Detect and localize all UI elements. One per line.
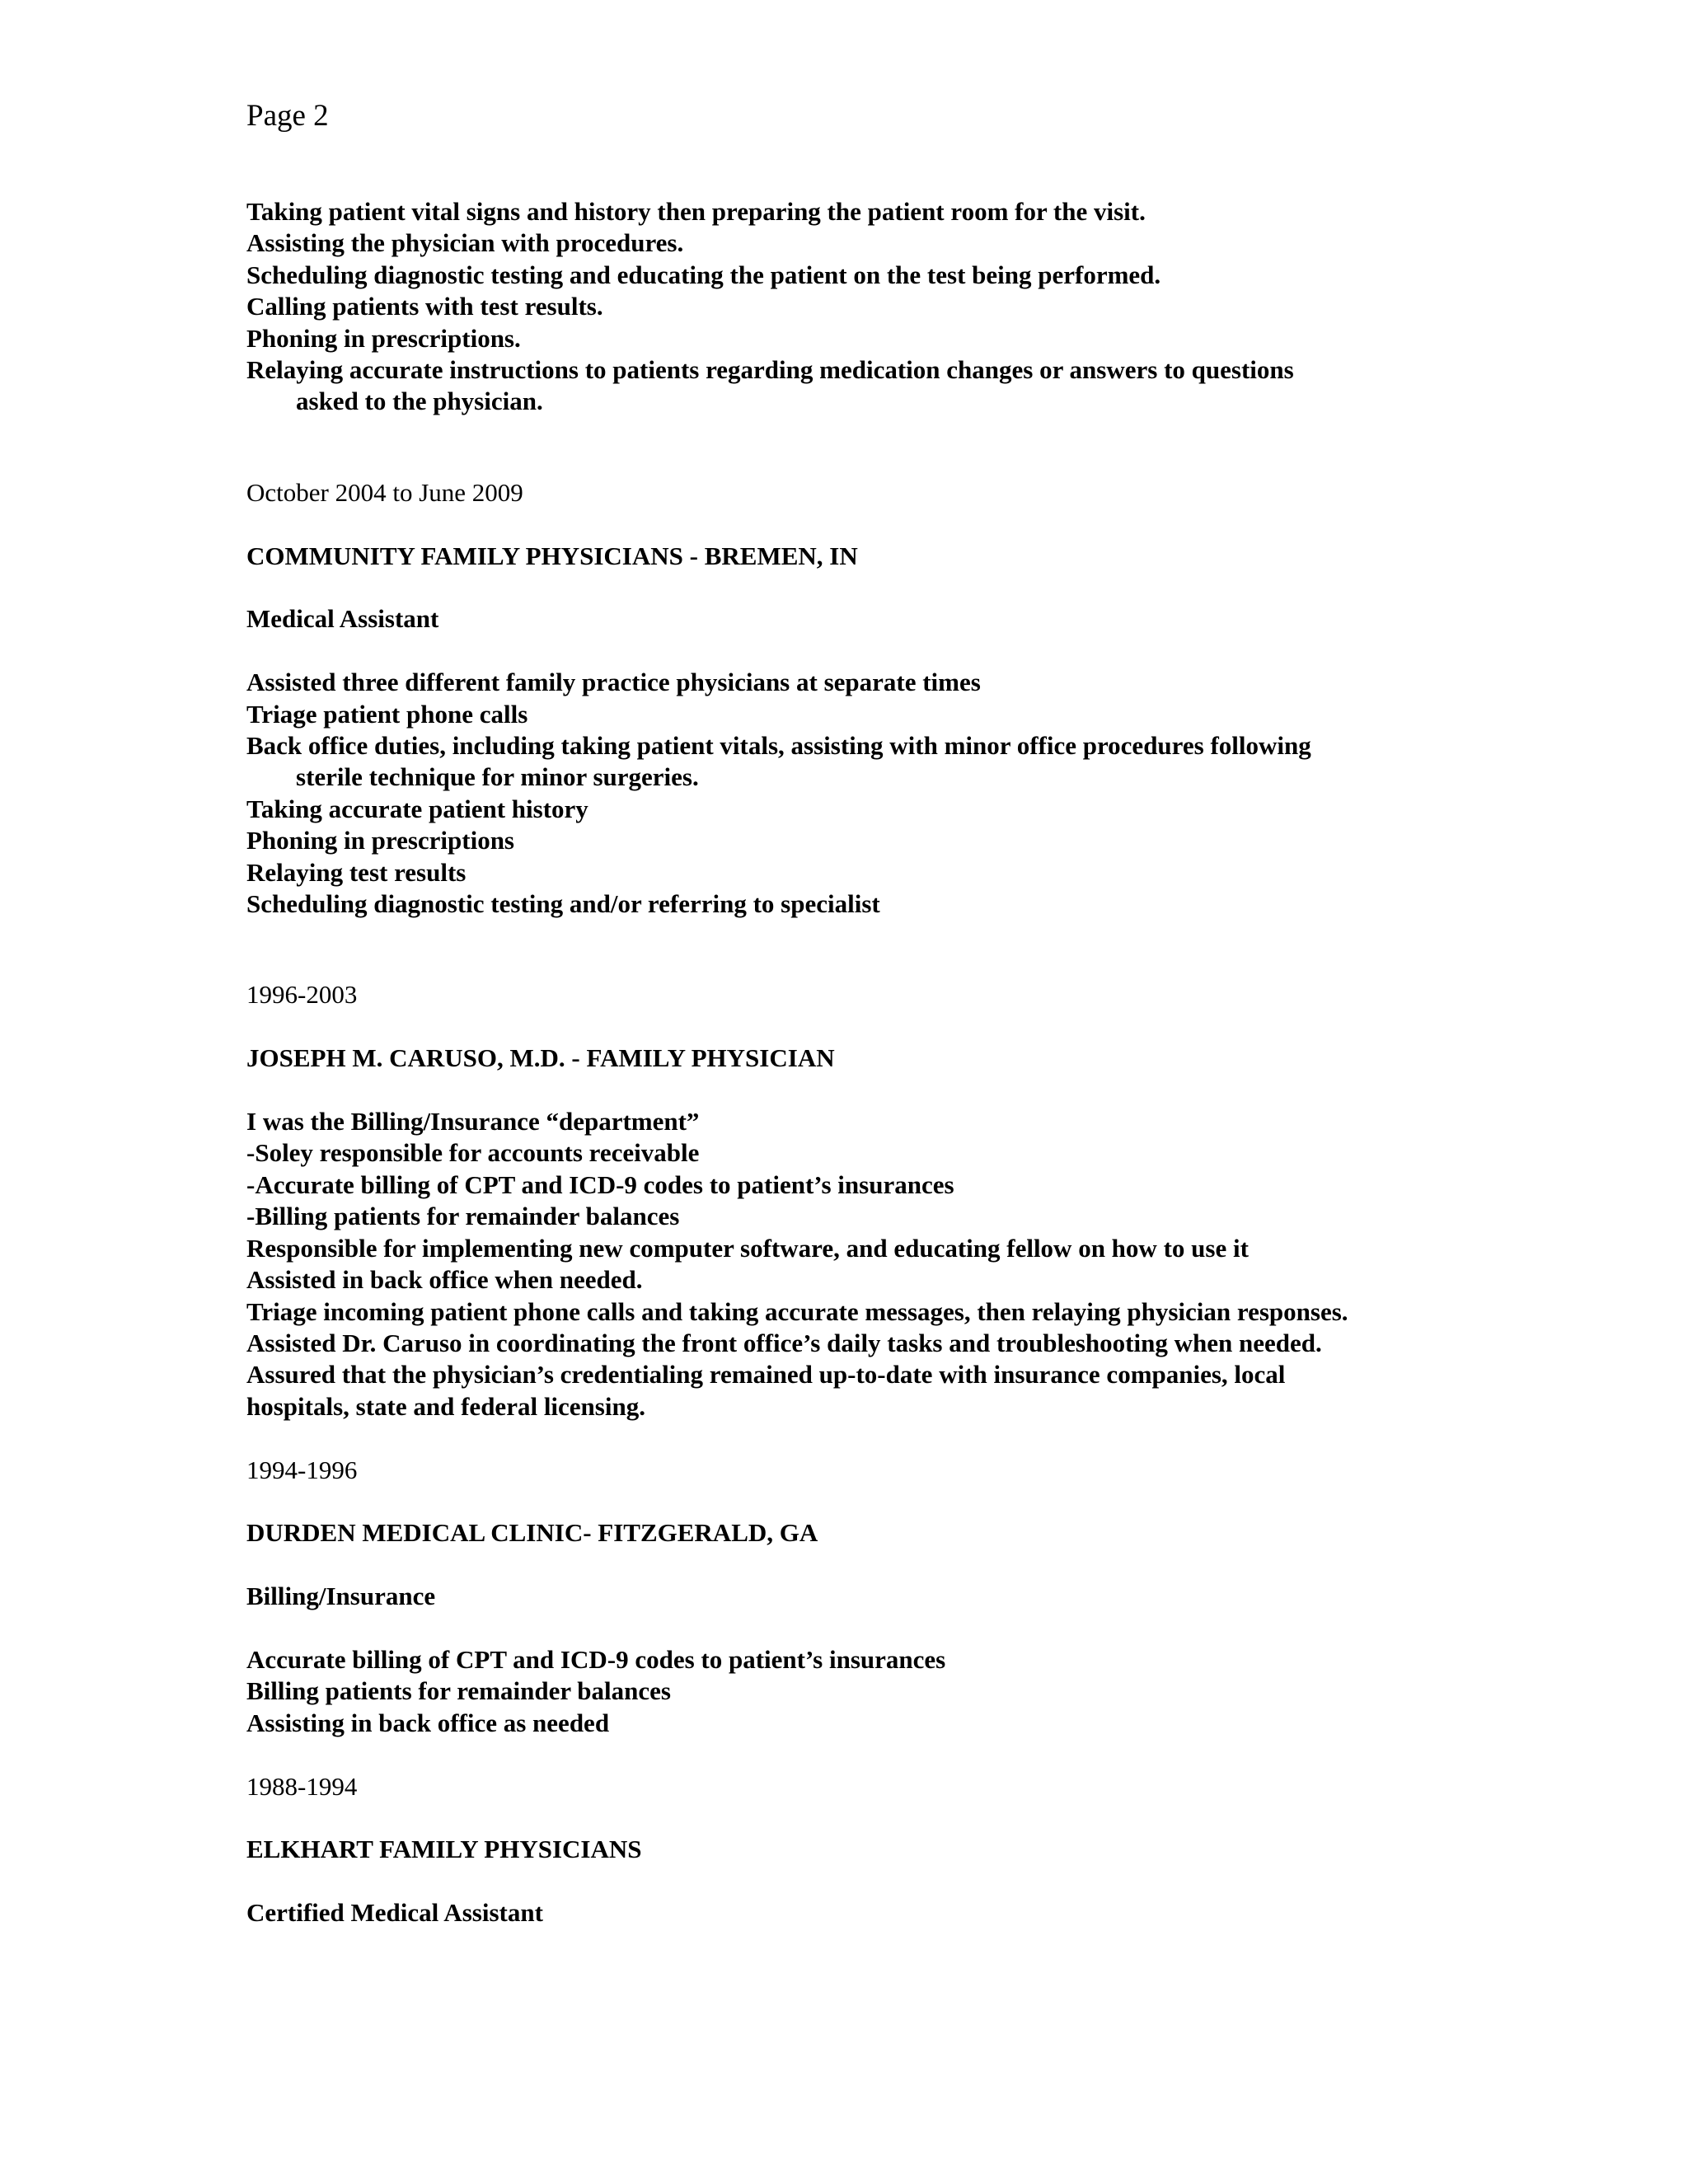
duty-line: Assisted in back office when needed. xyxy=(246,1265,643,1295)
duty-line: Taking accurate patient history xyxy=(246,794,588,823)
duty-line: Assisted three different family practice physicians at separate times xyxy=(246,668,981,697)
duty-line: Scheduling diagnostic testing and educating the patient on the test being performed. xyxy=(246,260,1161,289)
duty-line: Accurate billing of CPT and ICD-9 codes to patient’s insurances xyxy=(246,1644,946,1674)
job-community-section xyxy=(246,477,1664,921)
duty-line: -Accurate billing of CPT and ICD-9 codes to patient’s insurances xyxy=(246,1169,954,1199)
duty-line: Calling patients with test results. xyxy=(246,292,603,321)
duty-line: Relaying accurate instructions to patients regarding medication changes or answers to questions xyxy=(246,355,1294,385)
job-title: Billing/Insurance xyxy=(246,1582,436,1611)
duty-line: -Soley responsible for accounts receivable xyxy=(246,1138,700,1168)
job-elkhart-section xyxy=(246,1771,1664,1929)
job-dates: 1996-2003 xyxy=(246,980,358,1010)
intro-duties-list xyxy=(246,196,1664,418)
duty-line: Taking patient vital signs and history then preparing the patient room for the visit. xyxy=(246,197,1146,226)
job-employer: COMMUNITY FAMILY PHYSICIANS - BREMEN, IN xyxy=(246,541,858,570)
duty-line: I was the Billing/Insurance “department” xyxy=(246,1107,700,1137)
duty-line: Scheduling diagnostic testing and/or referring to specialist xyxy=(246,889,880,919)
job-employer: ELKHART FAMILY PHYSICIANS xyxy=(246,1835,642,1864)
duty-line: Relaying test results xyxy=(246,857,467,887)
job-employer: DURDEN MEDICAL CLINIC- FITZGERALD, GA xyxy=(246,1518,818,1548)
job-dates: 1994-1996 xyxy=(246,1455,358,1484)
duty-line: Assisting the physician with procedures. xyxy=(246,228,684,258)
duty-line: Back office duties, including taking patient vitals, assisting with minor office procedures following xyxy=(246,731,1311,761)
duty-line: Triage incoming patient phone calls and taking accurate messages, then relaying physician responses. xyxy=(246,1296,1348,1326)
duty-line: Assisted Dr. Caruso in coordinating the front office’s daily tasks and troubleshooting when needed. xyxy=(246,1328,1322,1357)
job-dates: October 2004 to June 2009 xyxy=(246,477,523,507)
job-caruso-section xyxy=(246,979,1664,1422)
job-employer: JOSEPH M. CARUSO, M.D. - FAMILY PHYSICIAN xyxy=(246,1043,835,1073)
page-number: Page 2 xyxy=(246,99,329,133)
job-durden-section xyxy=(246,1455,1664,1740)
duty-line-continued: sterile technique for minor surgeries. xyxy=(296,762,699,792)
duty-line: Billing patients for remainder balances xyxy=(246,1676,671,1706)
duty-line: Assured that the physician’s credentialing remained up-to-date with insurance companies, local xyxy=(246,1360,1286,1390)
duty-line: -Billing patients for remainder balances xyxy=(246,1202,680,1231)
duty-line: Phoning in prescriptions. xyxy=(246,323,521,353)
duty-line: hospitals, state and federal licensing. xyxy=(246,1391,645,1421)
resume-content xyxy=(246,196,1664,1929)
job-title: Medical Assistant xyxy=(246,604,439,634)
job-dates: 1988-1994 xyxy=(246,1771,358,1801)
duty-line: Assisting in back office as needed xyxy=(246,1708,610,1737)
duty-line: Phoning in prescriptions xyxy=(246,826,515,855)
duty-line: Responsible for implementing new computer software, and educating fellow on how to use it xyxy=(246,1233,1249,1263)
duty-line-continued: asked to the physician. xyxy=(296,387,543,416)
job-title: Certified Medical Assistant xyxy=(246,1898,543,1928)
duty-line: Triage patient phone calls xyxy=(246,699,528,729)
